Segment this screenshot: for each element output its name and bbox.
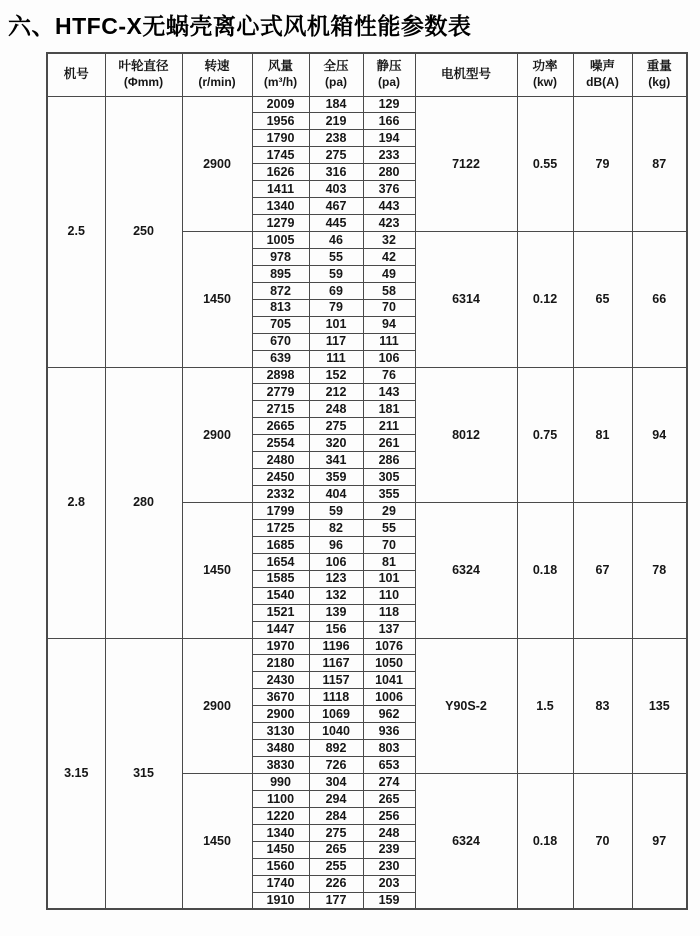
airflow-cell: 2898 (252, 367, 309, 384)
column-unit-9: (kg) (648, 75, 671, 90)
airflow-cell: 1585 (252, 570, 309, 587)
noise-cell: 81 (573, 367, 632, 503)
model-cell: 2.8 (47, 367, 105, 638)
airflow-cell: 639 (252, 350, 309, 367)
total-pressure-cell: 69 (309, 282, 363, 299)
diameter-cell: 280 (105, 367, 182, 638)
column-unit-2: (r/min) (198, 75, 236, 90)
total-pressure-cell: 275 (309, 418, 363, 435)
static-pressure-cell: 265 (363, 790, 415, 807)
total-pressure-cell: 341 (309, 452, 363, 469)
total-pressure-cell: 320 (309, 435, 363, 452)
speed-cell: 2900 (182, 96, 252, 232)
static-pressure-cell: 203 (363, 875, 415, 892)
static-pressure-cell: 261 (363, 435, 415, 452)
motor-model-cell: 8012 (415, 367, 517, 503)
airflow-cell: 1447 (252, 621, 309, 638)
airflow-cell: 990 (252, 774, 309, 791)
total-pressure-cell: 123 (309, 570, 363, 587)
total-pressure-cell: 304 (309, 774, 363, 791)
total-pressure-cell: 152 (309, 367, 363, 384)
total-pressure-cell: 445 (309, 215, 363, 232)
airflow-cell: 2009 (252, 96, 309, 113)
airflow-cell: 1340 (252, 198, 309, 215)
static-pressure-cell: 166 (363, 113, 415, 130)
airflow-cell: 2480 (252, 452, 309, 469)
total-pressure-cell: 101 (309, 316, 363, 333)
static-pressure-cell: 803 (363, 740, 415, 757)
static-pressure-cell: 118 (363, 604, 415, 621)
airflow-cell: 1521 (252, 604, 309, 621)
total-pressure-cell: 79 (309, 299, 363, 316)
weight-cell: 87 (632, 96, 687, 232)
total-pressure-cell: 1069 (309, 706, 363, 723)
motor-model-cell: 6324 (415, 503, 517, 639)
power-cell: 0.75 (517, 367, 573, 503)
motor-model-cell: 6324 (415, 774, 517, 910)
total-pressure-cell: 1040 (309, 723, 363, 740)
total-pressure-cell: 403 (309, 181, 363, 198)
airflow-cell: 1970 (252, 638, 309, 655)
motor-model-cell: 7122 (415, 96, 517, 232)
static-pressure-cell: 32 (363, 232, 415, 249)
total-pressure-cell: 184 (309, 96, 363, 113)
static-pressure-cell: 29 (363, 503, 415, 520)
weight-cell: 94 (632, 367, 687, 503)
airflow-cell: 895 (252, 265, 309, 282)
diameter-cell: 315 (105, 638, 182, 909)
total-pressure-cell: 1167 (309, 655, 363, 672)
noise-cell: 65 (573, 232, 632, 368)
total-pressure-cell: 255 (309, 858, 363, 875)
column-unit-7: (kw) (533, 75, 557, 90)
airflow-cell: 978 (252, 248, 309, 265)
total-pressure-cell: 1157 (309, 672, 363, 689)
page-title: 六、HTFC-X无蜗壳离心式风机箱性能参数表 (8, 13, 472, 39)
airflow-cell: 2665 (252, 418, 309, 435)
airflow-cell: 2900 (252, 706, 309, 723)
column-header-9: 重量 (kg) (632, 53, 687, 96)
airflow-cell: 2554 (252, 435, 309, 452)
total-pressure-cell: 96 (309, 536, 363, 553)
column-unit-5: (pa) (378, 75, 400, 90)
airflow-cell: 2332 (252, 486, 309, 503)
total-pressure-cell: 238 (309, 130, 363, 147)
noise-cell: 67 (573, 503, 632, 639)
airflow-cell: 1340 (252, 824, 309, 841)
airflow-cell: 2430 (252, 672, 309, 689)
total-pressure-cell: 226 (309, 875, 363, 892)
static-pressure-cell: 355 (363, 486, 415, 503)
airflow-cell: 1540 (252, 587, 309, 604)
total-pressure-cell: 132 (309, 587, 363, 604)
speed-cell: 1450 (182, 774, 252, 910)
airflow-cell: 3480 (252, 740, 309, 757)
static-pressure-cell: 248 (363, 824, 415, 841)
total-pressure-cell: 55 (309, 248, 363, 265)
static-pressure-cell: 653 (363, 757, 415, 774)
weight-cell: 97 (632, 774, 687, 910)
airflow-cell: 1626 (252, 164, 309, 181)
static-pressure-cell: 129 (363, 96, 415, 113)
airflow-cell: 1790 (252, 130, 309, 147)
airflow-cell: 1740 (252, 875, 309, 892)
total-pressure-cell: 1196 (309, 638, 363, 655)
total-pressure-cell: 404 (309, 486, 363, 503)
diameter-cell: 250 (105, 96, 182, 367)
airflow-cell: 1279 (252, 215, 309, 232)
static-pressure-cell: 106 (363, 350, 415, 367)
column-unit-3: (m³/h) (263, 75, 298, 90)
airflow-cell: 1450 (252, 841, 309, 858)
column-header-2: 转速 (r/min) (182, 53, 252, 96)
total-pressure-cell: 212 (309, 384, 363, 401)
static-pressure-cell: 58 (363, 282, 415, 299)
static-pressure-cell: 1006 (363, 689, 415, 706)
total-pressure-cell: 275 (309, 147, 363, 164)
airflow-cell: 813 (252, 299, 309, 316)
speed-cell: 1450 (182, 503, 252, 639)
total-pressure-cell: 467 (309, 198, 363, 215)
model-cell: 3.15 (47, 638, 105, 909)
airflow-cell: 705 (252, 316, 309, 333)
static-pressure-cell: 143 (363, 384, 415, 401)
total-pressure-cell: 111 (309, 350, 363, 367)
static-pressure-cell: 194 (363, 130, 415, 147)
total-pressure-cell: 46 (309, 232, 363, 249)
airflow-cell: 1560 (252, 858, 309, 875)
static-pressure-cell: 110 (363, 587, 415, 604)
airflow-cell: 1411 (252, 181, 309, 198)
airflow-cell: 1910 (252, 892, 309, 909)
airflow-cell: 670 (252, 333, 309, 350)
airflow-cell: 2779 (252, 384, 309, 401)
column-header-8: 噪声 dB(A) (573, 53, 632, 96)
airflow-cell: 1100 (252, 790, 309, 807)
noise-cell: 83 (573, 638, 632, 774)
static-pressure-cell: 443 (363, 198, 415, 215)
airflow-cell: 3670 (252, 689, 309, 706)
static-pressure-cell: 1041 (363, 672, 415, 689)
static-pressure-cell: 305 (363, 469, 415, 486)
static-pressure-cell: 286 (363, 452, 415, 469)
static-pressure-cell: 181 (363, 401, 415, 418)
column-unit-1: (Φmm) (123, 75, 164, 90)
column-header-4: 全压 (pa) (309, 53, 363, 96)
static-pressure-cell: 137 (363, 621, 415, 638)
static-pressure-cell: 280 (363, 164, 415, 181)
airflow-cell: 2715 (252, 401, 309, 418)
airflow-cell: 1799 (252, 503, 309, 520)
static-pressure-cell: 101 (363, 570, 415, 587)
static-pressure-cell: 70 (363, 299, 415, 316)
total-pressure-cell: 156 (309, 621, 363, 638)
noise-cell: 79 (573, 96, 632, 232)
total-pressure-cell: 248 (309, 401, 363, 418)
static-pressure-cell: 376 (363, 181, 415, 198)
static-pressure-cell: 230 (363, 858, 415, 875)
power-cell: 0.18 (517, 774, 573, 910)
airflow-cell: 872 (252, 282, 309, 299)
column-unit-4: (pa) (325, 75, 347, 90)
airflow-cell: 1685 (252, 536, 309, 553)
static-pressure-cell: 274 (363, 774, 415, 791)
motor-model-cell: 6314 (415, 232, 517, 368)
static-pressure-cell: 76 (363, 367, 415, 384)
static-pressure-cell: 1050 (363, 655, 415, 672)
total-pressure-cell: 726 (309, 757, 363, 774)
static-pressure-cell: 159 (363, 892, 415, 909)
total-pressure-cell: 265 (309, 841, 363, 858)
total-pressure-cell: 177 (309, 892, 363, 909)
airflow-cell: 3830 (252, 757, 309, 774)
table-row (47, 638, 687, 655)
static-pressure-cell: 239 (363, 841, 415, 858)
table-row (47, 367, 687, 384)
spec-table-body (47, 96, 687, 909)
weight-cell: 135 (632, 638, 687, 774)
spec-table (46, 52, 688, 910)
total-pressure-cell: 117 (309, 333, 363, 350)
motor-model-cell: Y90S-2 (415, 638, 517, 774)
total-pressure-cell: 139 (309, 604, 363, 621)
speed-cell: 2900 (182, 367, 252, 503)
column-header-1: 叶轮直径 (Φmm) (105, 53, 182, 96)
total-pressure-cell: 82 (309, 519, 363, 536)
static-pressure-cell: 94 (363, 316, 415, 333)
speed-cell: 1450 (182, 232, 252, 368)
airflow-cell: 1725 (252, 519, 309, 536)
static-pressure-cell: 233 (363, 147, 415, 164)
total-pressure-cell: 106 (309, 553, 363, 570)
static-pressure-cell: 962 (363, 706, 415, 723)
total-pressure-cell: 284 (309, 807, 363, 824)
airflow-cell: 1654 (252, 553, 309, 570)
static-pressure-cell: 111 (363, 333, 415, 350)
airflow-cell: 1956 (252, 113, 309, 130)
airflow-cell: 1220 (252, 807, 309, 824)
static-pressure-cell: 42 (363, 248, 415, 265)
airflow-cell: 2450 (252, 469, 309, 486)
airflow-cell: 1745 (252, 147, 309, 164)
total-pressure-cell: 219 (309, 113, 363, 130)
header-row (47, 53, 687, 96)
total-pressure-cell: 316 (309, 164, 363, 181)
total-pressure-cell: 59 (309, 265, 363, 282)
column-header-0: 机号 (47, 53, 105, 96)
model-cell: 2.5 (47, 96, 105, 367)
column-header-7: 功率 (kw) (517, 53, 573, 96)
power-cell: 0.12 (517, 232, 573, 368)
static-pressure-cell: 256 (363, 807, 415, 824)
static-pressure-cell: 70 (363, 536, 415, 553)
noise-cell: 70 (573, 774, 632, 910)
column-header-3: 风量 (m³/h) (252, 53, 309, 96)
static-pressure-cell: 81 (363, 553, 415, 570)
column-header-5: 静压 (pa) (363, 53, 415, 96)
static-pressure-cell: 49 (363, 265, 415, 282)
airflow-cell: 3130 (252, 723, 309, 740)
airflow-cell: 2180 (252, 655, 309, 672)
speed-cell: 2900 (182, 638, 252, 774)
weight-cell: 78 (632, 503, 687, 639)
power-cell: 1.5 (517, 638, 573, 774)
static-pressure-cell: 211 (363, 418, 415, 435)
static-pressure-cell: 55 (363, 519, 415, 536)
total-pressure-cell: 275 (309, 824, 363, 841)
total-pressure-cell: 294 (309, 790, 363, 807)
power-cell: 0.18 (517, 503, 573, 639)
table-row (47, 96, 687, 113)
column-unit-8: dB(A) (586, 75, 619, 90)
weight-cell: 66 (632, 232, 687, 368)
total-pressure-cell: 892 (309, 740, 363, 757)
static-pressure-cell: 936 (363, 723, 415, 740)
static-pressure-cell: 423 (363, 215, 415, 232)
airflow-cell: 1005 (252, 232, 309, 249)
static-pressure-cell: 1076 (363, 638, 415, 655)
column-header-6: 电机型号 (415, 53, 517, 96)
total-pressure-cell: 1118 (309, 689, 363, 706)
total-pressure-cell: 59 (309, 503, 363, 520)
power-cell: 0.55 (517, 96, 573, 232)
total-pressure-cell: 359 (309, 469, 363, 486)
